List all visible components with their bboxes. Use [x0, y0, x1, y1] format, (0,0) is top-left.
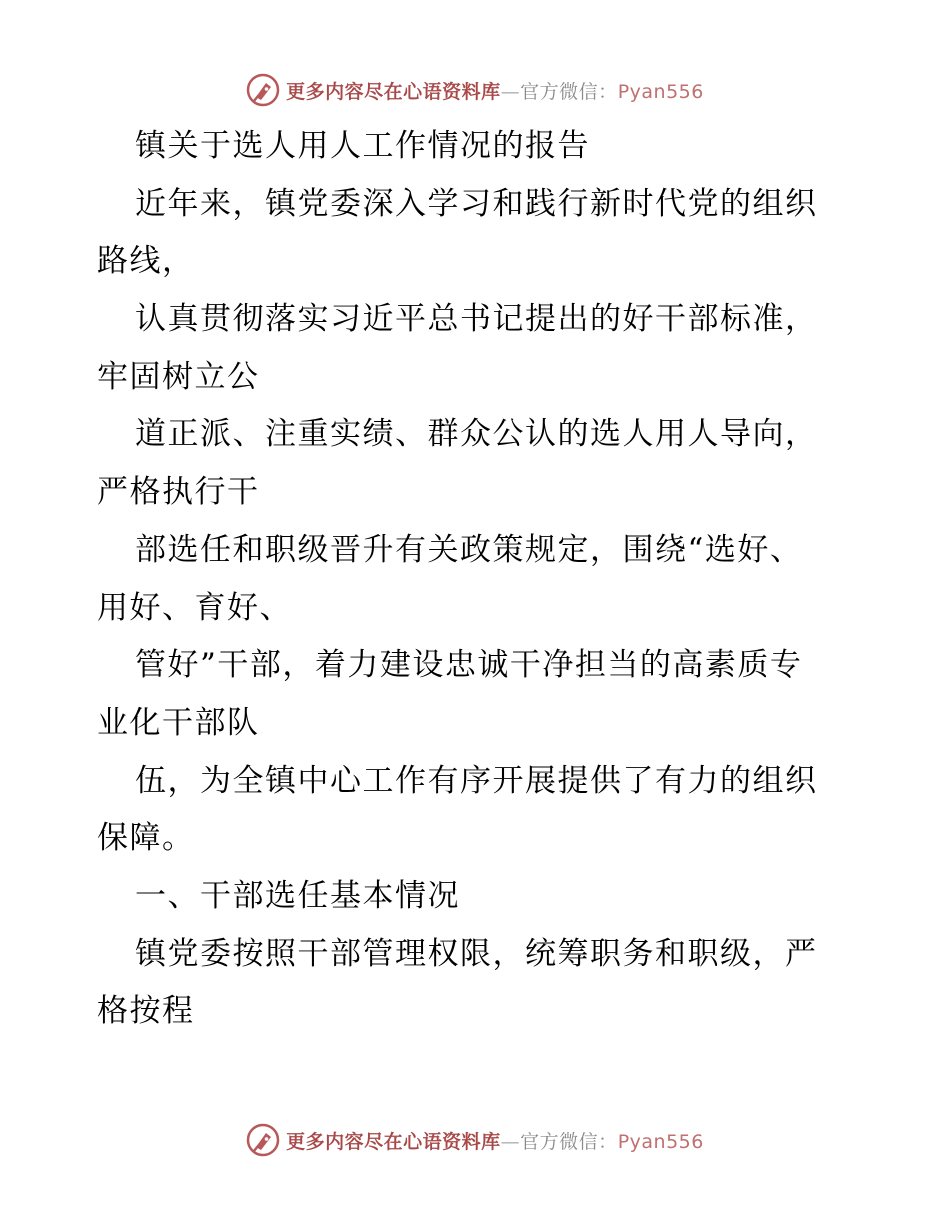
pen-nib-logo-icon	[246, 1123, 280, 1157]
text-line: 镇党委按照干部管理权限，统筹职务和职级，严	[135, 935, 818, 972]
watermark-wechat-label: 官方微信：	[520, 1130, 618, 1153]
watermark-brand: 更多内容尽在心语资料库	[286, 1130, 501, 1153]
watermark-text	[286, 77, 704, 104]
text-line: 认真贯彻落实习近平总书记提出的好干部标准，	[135, 301, 818, 338]
text-line: 用好、育好、	[97, 589, 292, 626]
text-line: 伍，为全镇中心工作有序开展提供了有力的组织	[135, 762, 818, 799]
text-line: 近年来，镇党委深入学习和践行新时代党的组织	[135, 185, 818, 222]
watermark-separator: —	[500, 1130, 521, 1153]
text-line: 严格执行干	[97, 474, 260, 511]
text-line: 路线，	[97, 243, 195, 280]
text-line: 一、干部选任基本情况	[135, 877, 460, 914]
text-line: 格按程	[97, 993, 195, 1030]
text-line: 牢固树立公	[97, 358, 260, 395]
text-line: 道正派、注重实绩、群众公认的选人用人导向，	[135, 416, 818, 453]
watermark-wechat-id: Pyan556	[617, 80, 704, 103]
text-line: 业化干部队	[97, 704, 260, 741]
document-body	[97, 118, 857, 1041]
pen-nib-logo-icon	[246, 73, 280, 107]
footer-watermark	[0, 1120, 950, 1160]
watermark-separator: —	[500, 80, 521, 103]
text-line: 保障。	[97, 820, 195, 857]
text-line: 部选任和职级晋升有关政策规定，围绕“选好、	[135, 531, 803, 568]
watermark-brand: 更多内容尽在心语资料库	[286, 80, 501, 103]
document-title-line: 镇关于选人用人工作情况的报告	[135, 128, 590, 164]
header-watermark	[0, 70, 950, 110]
watermark-wechat-id: Pyan556	[617, 1130, 704, 1153]
watermark-wechat-label: 官方微信：	[520, 80, 618, 103]
watermark-text	[286, 1127, 704, 1154]
text-line: 管好”干部，着力建设忠诚干净担当的高素质专	[135, 647, 803, 684]
